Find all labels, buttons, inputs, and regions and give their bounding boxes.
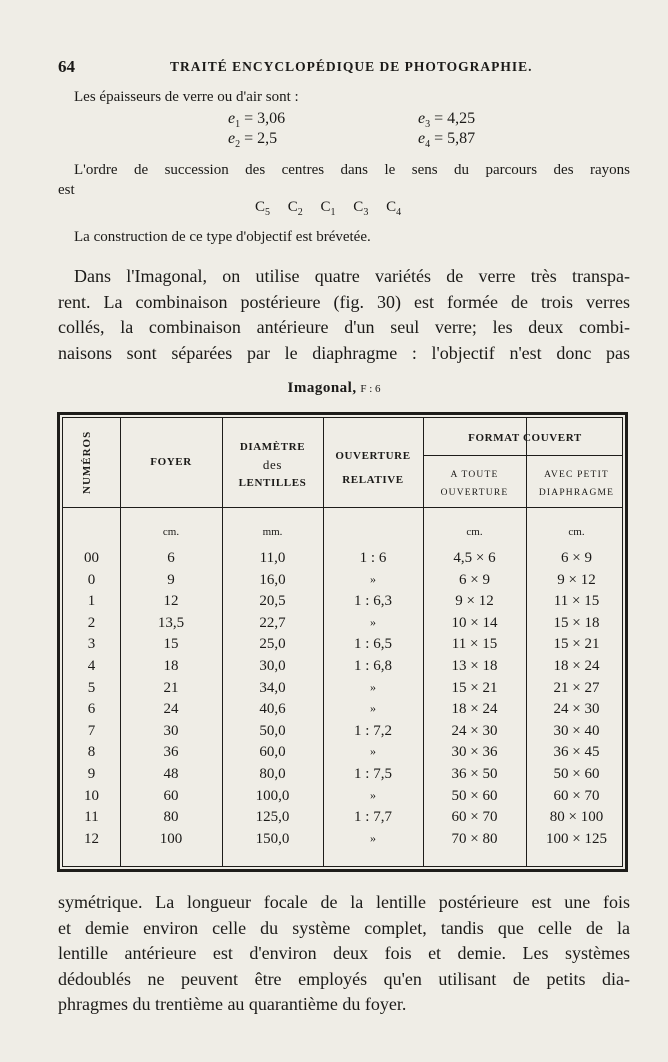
- cell-format-petit: 24 × 30: [553, 701, 600, 718]
- thickness-label: Les épaisseurs de verre ou d'air sont :: [74, 89, 299, 105]
- format-subheader-rule: [423, 455, 622, 456]
- paragraph-line: et demie environ celle du système complet, tandis que celle de la: [58, 917, 630, 938]
- cell-foyer: 80: [163, 809, 179, 826]
- cell-foyer: 15: [163, 636, 179, 653]
- cell-format-toute: 11 × 15: [451, 636, 498, 653]
- equation-e4: $e_4 = 5,87$: [418, 130, 476, 151]
- page-header: [58, 57, 630, 77]
- cell-format-petit: 21 × 27: [553, 679, 600, 696]
- cell-numero: 9: [87, 766, 96, 782]
- cell-format-toute: 18 × 24: [451, 701, 498, 718]
- cell-foyer: 60: [163, 787, 179, 804]
- cell-ouverture: »: [370, 830, 376, 845]
- cell-diametre: 11,0: [259, 550, 286, 566]
- cell-format-toute: 50 × 60: [451, 787, 498, 804]
- paragraph-symetrique: [58, 890, 630, 1018]
- header-format-couvert: FORMAT COUVERT: [468, 432, 582, 444]
- cell-format-toute: 15 × 21: [451, 679, 498, 696]
- cell-diametre: 16,0: [259, 571, 286, 588]
- cell-diametre: 25,0: [259, 636, 286, 653]
- cell-format-toute: 60 × 70: [451, 809, 498, 826]
- cell-ouverture: »: [370, 679, 376, 694]
- cell-format-petit: 50 × 60: [553, 766, 600, 782]
- cell-ouverture: 1 : 7,7: [354, 809, 392, 826]
- cell-format-toute: 13 × 18: [451, 658, 498, 674]
- running-title: TRAITÉ ENCYCLOPÉDIQUE DE PHOTOGRAPHIE.: [170, 59, 533, 74]
- cell-ouverture: 1 : 7,2: [354, 722, 392, 739]
- cell-diametre: 125,0: [255, 809, 290, 826]
- cell-foyer: 36: [163, 744, 179, 761]
- paragraph-line: rent. La combinaison postérieure (fig. 30) est formée de trois verres: [58, 291, 630, 312]
- cell-diametre: 40,6: [259, 701, 286, 718]
- cell-diametre: 20,5: [259, 593, 286, 610]
- paragraph-line: Dans l'Imagonal, on utilise quatre variétés de verre très transpa-: [74, 266, 630, 286]
- cell-format-toute: 24 × 30: [451, 722, 498, 739]
- lens-table: [57, 412, 628, 872]
- paragraph-line: phragmes du trentième au quarantième du foyer.: [58, 994, 407, 1014]
- cell-ouverture: 1 : 6: [359, 550, 387, 566]
- cell-format-petit: 30 × 40: [553, 722, 600, 739]
- cell-ouverture: »: [370, 701, 376, 716]
- cell-ouverture: 1 : 6,5: [354, 636, 392, 653]
- cell-foyer: 21: [163, 679, 179, 696]
- cell-numero: 8: [87, 744, 96, 761]
- cell-format-petit: 18 × 24: [553, 658, 600, 674]
- paragraph-line: lentille antérieure est d'environ deux fois et demie. Les systèmes: [58, 943, 630, 963]
- cell-numero: 3: [87, 636, 96, 653]
- header-foyer: FOYER: [150, 456, 192, 468]
- order-line: L'ordre de succession des centres dans le sens du parcours des rayons: [74, 162, 630, 178]
- cell-format-petit: 15 × 21: [553, 636, 600, 653]
- paragraph-line: naisons sont séparées par le diaphragme : l'objectif n'est donc pas: [58, 342, 630, 363]
- cell-ouverture: 1 : 6,3: [354, 593, 392, 610]
- cell-numero: 2: [87, 614, 96, 631]
- cell-format-toute: 70 × 80: [451, 830, 498, 847]
- cell-format-toute: 36 × 50: [451, 766, 498, 782]
- cell-format-petit: 9 × 12: [557, 571, 596, 588]
- cell-foyer: 13,5: [157, 614, 185, 631]
- cell-foyer: 48: [163, 766, 179, 782]
- cell-diametre: 30,0: [259, 658, 286, 674]
- cell-format-toute: 10 × 14: [451, 614, 498, 631]
- patent-note: La construction de ce type d'objectif est brévetée.: [74, 229, 371, 245]
- header-rule: [63, 507, 622, 508]
- header-numeros: NUMÉROS: [81, 430, 93, 494]
- cell-foyer: 6: [167, 550, 175, 566]
- page-number: 64: [58, 57, 75, 76]
- header-diametre: DIAMÈTRE des LENTILLES: [238, 441, 307, 489]
- cell-format-petit: 60 × 70: [553, 787, 600, 804]
- cell-ouverture: 1 : 7,5: [354, 766, 392, 782]
- cell-ouverture: »: [370, 571, 376, 586]
- cell-numero: 1: [87, 593, 96, 610]
- cell-diametre: 34,0: [259, 679, 286, 696]
- cell-ouverture: »: [370, 744, 376, 759]
- cell-numero: 11: [84, 809, 99, 826]
- cell-format-toute: 4,5 × 6: [453, 550, 496, 566]
- cell-numero: 00: [84, 550, 99, 566]
- cell-format-petit: 80 × 100: [549, 809, 604, 826]
- cell-numero: 0: [87, 571, 96, 588]
- equation-e3: $e_3 = 4,25$: [418, 110, 476, 131]
- cell-format-petit: 11 × 15: [553, 593, 600, 610]
- cell-numero: 5: [87, 679, 96, 696]
- cell-foyer: 12: [163, 593, 179, 610]
- cell-diametre: 60,0: [259, 744, 286, 761]
- centres-sequence: $C_5$ $C_2$ $C_1$ $C_3$ $C_4$: [255, 199, 402, 218]
- header-petit-diaphragme: AVEC PETIT DIAPHRAGME: [538, 470, 615, 498]
- unit-diametre: mm.: [262, 526, 283, 538]
- cell-format-toute: 9 × 12: [455, 593, 494, 610]
- paragraph-line: symétrique. La longueur focale de la lentille postérieure est une fois: [58, 892, 630, 912]
- cell-diametre: 50,0: [259, 722, 286, 739]
- header-toute-ouverture: A TOUTE OUVERTURE: [440, 470, 509, 498]
- table-inner-frame: [62, 417, 623, 867]
- cell-ouverture: »: [370, 787, 376, 802]
- cell-format-petit: 15 × 18: [553, 614, 600, 631]
- cell-diametre: 22,7: [259, 614, 286, 631]
- paragraph-imagonal: [58, 264, 630, 366]
- equation-e1: $e_1 = 3,06$: [228, 110, 286, 131]
- cell-format-petit: 100 × 125: [546, 830, 607, 847]
- table-caption: Imagonal, F : 6: [287, 380, 381, 396]
- cell-numero: 7: [87, 722, 96, 739]
- unit-foyer: cm.: [162, 526, 180, 538]
- cell-foyer: 30: [163, 722, 179, 739]
- cell-diametre: 150,0: [255, 830, 290, 847]
- cell-format-toute: 30 × 36: [451, 744, 498, 761]
- header-ouverture: OUVERTURE RELATIVE: [335, 450, 411, 486]
- cell-foyer: 18: [163, 658, 179, 674]
- unit-toute: cm.: [466, 526, 483, 538]
- order-line-est: est: [58, 182, 75, 198]
- cell-numero: 12: [84, 830, 99, 847]
- cell-numero: 6: [87, 701, 96, 718]
- cell-diametre: 100,0: [255, 787, 290, 804]
- cell-diametre: 80,0: [259, 766, 286, 782]
- cell-format-petit: 6 × 9: [561, 550, 592, 566]
- equation-e2: $e_2 = 2,5$: [228, 130, 278, 151]
- cell-numero: 10: [84, 787, 99, 804]
- cell-ouverture: 1 : 6,8: [354, 658, 392, 674]
- cell-foyer: 9: [167, 571, 175, 588]
- cell-foyer: 100: [159, 830, 183, 847]
- cell-format-toute: 6 × 9: [459, 571, 490, 588]
- cell-numero: 4: [87, 658, 96, 674]
- unit-petit: cm.: [568, 526, 585, 538]
- paragraph-line: collés, la combinaison antérieure d'un seul verre; les deux combi-: [58, 317, 630, 337]
- paragraph-line: dédoublés ne peuvent être employés qu'en utilisant de petits dia-: [58, 968, 630, 989]
- cell-ouverture: »: [370, 614, 376, 629]
- cell-foyer: 24: [163, 701, 179, 718]
- cell-format-petit: 36 × 45: [553, 744, 600, 761]
